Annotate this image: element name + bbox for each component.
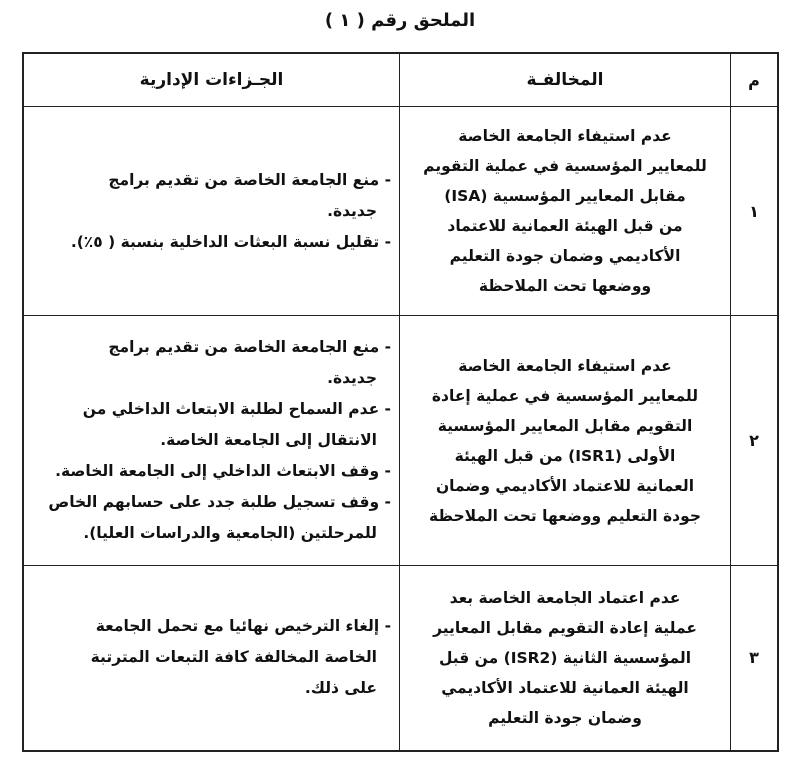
violation-line: العمانية للاعتماد الأكاديمي وضمان xyxy=(435,476,695,495)
violation-line: مقابل المعايير المؤسسية (ISA) xyxy=(444,187,686,205)
violation-line: عدم اعتماد الجامعة الخاصة بعد xyxy=(449,588,681,607)
violation-line: ووضعها تحت الملاحظة xyxy=(478,277,652,295)
penalty-line: - منع الجامعة الخاصة من تقديم برامج xyxy=(108,170,391,189)
violation-line: من قبل الهيئة العمانية للاعتماد xyxy=(447,217,683,235)
penalty-line: - وقف تسجيل طلبة جدد على حسابهم الخاص xyxy=(48,493,391,511)
penalty-item xyxy=(32,487,391,549)
table-row xyxy=(23,316,778,566)
violation-line: للمعايير المؤسسية في عملية التقويم xyxy=(423,157,707,175)
violation-line: وضمان جودة التعليم xyxy=(488,708,642,727)
violation-line: المؤسسية الثانية (ISR2) من قبل xyxy=(438,648,692,667)
row-number: ٣ xyxy=(731,566,779,751)
header-violation: المخالفـة xyxy=(400,53,731,107)
violation-line: الأكاديمي وضمان جودة التعليم xyxy=(449,247,681,265)
violation-line: جودة التعليم ووضعها تحت الملاحظة xyxy=(428,506,701,525)
penalty-line: جديدة. xyxy=(327,369,377,387)
violation-line: التقويم مقابل المعايير المؤسسية xyxy=(437,416,693,435)
penalty-line: - إلغاء الترخيص نهائيا مع تحمل الجامعة xyxy=(95,617,391,636)
penalty-line: - منع الجامعة الخاصة من تقديم برامج xyxy=(108,338,391,356)
penalty-line: للمرحلتين (الجامعية والدراسات العليا). xyxy=(83,524,377,542)
penalty-item xyxy=(32,611,391,704)
violation-line: الأولى (ISR1) من قبل الهيئة xyxy=(454,446,676,465)
penalty-line: - تقليل نسبة البعثات الداخلية بنسبة ( ٥٪). xyxy=(70,232,391,251)
penalty-line: - وقف الابتعاث الداخلي إلى الجامعة الخاصة. xyxy=(55,462,391,480)
violation-cell xyxy=(400,107,731,316)
page-title: الملحق رقم ( ١ ) xyxy=(324,10,476,31)
penalty-line: على ذلك. xyxy=(304,679,377,698)
violation-line: عدم استيفاء الجامعة الخاصة xyxy=(458,356,672,375)
penalties-cell xyxy=(23,316,400,566)
violation-line: للمعايير المؤسسية في عملية إعادة xyxy=(431,386,699,405)
violation-line: عملية إعادة التقويم مقابل المعايير xyxy=(433,618,697,637)
row-number: ٢ xyxy=(731,316,779,566)
penalties-table xyxy=(22,52,779,752)
penalty-line: - عدم السماح لطلبة الابتعاث الداخلي من xyxy=(82,400,391,418)
header-num: م xyxy=(731,53,779,107)
violation-cell xyxy=(400,566,731,751)
violation-line: الهيئة العمانية للاعتماد الأكاديمي xyxy=(441,678,689,697)
table-row xyxy=(23,107,778,316)
penalties-cell xyxy=(23,566,400,751)
violation-cell xyxy=(400,316,731,566)
penalty-item xyxy=(32,332,391,394)
header-penalties: الجـزاءات الإدارية xyxy=(23,53,400,107)
table-header-row xyxy=(23,53,778,107)
penalty-item xyxy=(32,456,391,487)
penalty-line: الانتقال إلى الجامعة الخاصة. xyxy=(160,431,377,449)
penalties-cell xyxy=(23,107,400,316)
table-row xyxy=(23,566,778,751)
penalty-item xyxy=(32,394,391,456)
row-number: ١ xyxy=(731,107,779,316)
penalty-item xyxy=(32,227,391,258)
violation-line: عدم استيفاء الجامعة الخاصة xyxy=(458,127,672,145)
penalty-line: الخاصة المخالفة كافة التبعات المترتبة xyxy=(90,648,377,667)
penalty-line: جديدة. xyxy=(327,201,377,220)
penalty-item xyxy=(32,165,391,227)
